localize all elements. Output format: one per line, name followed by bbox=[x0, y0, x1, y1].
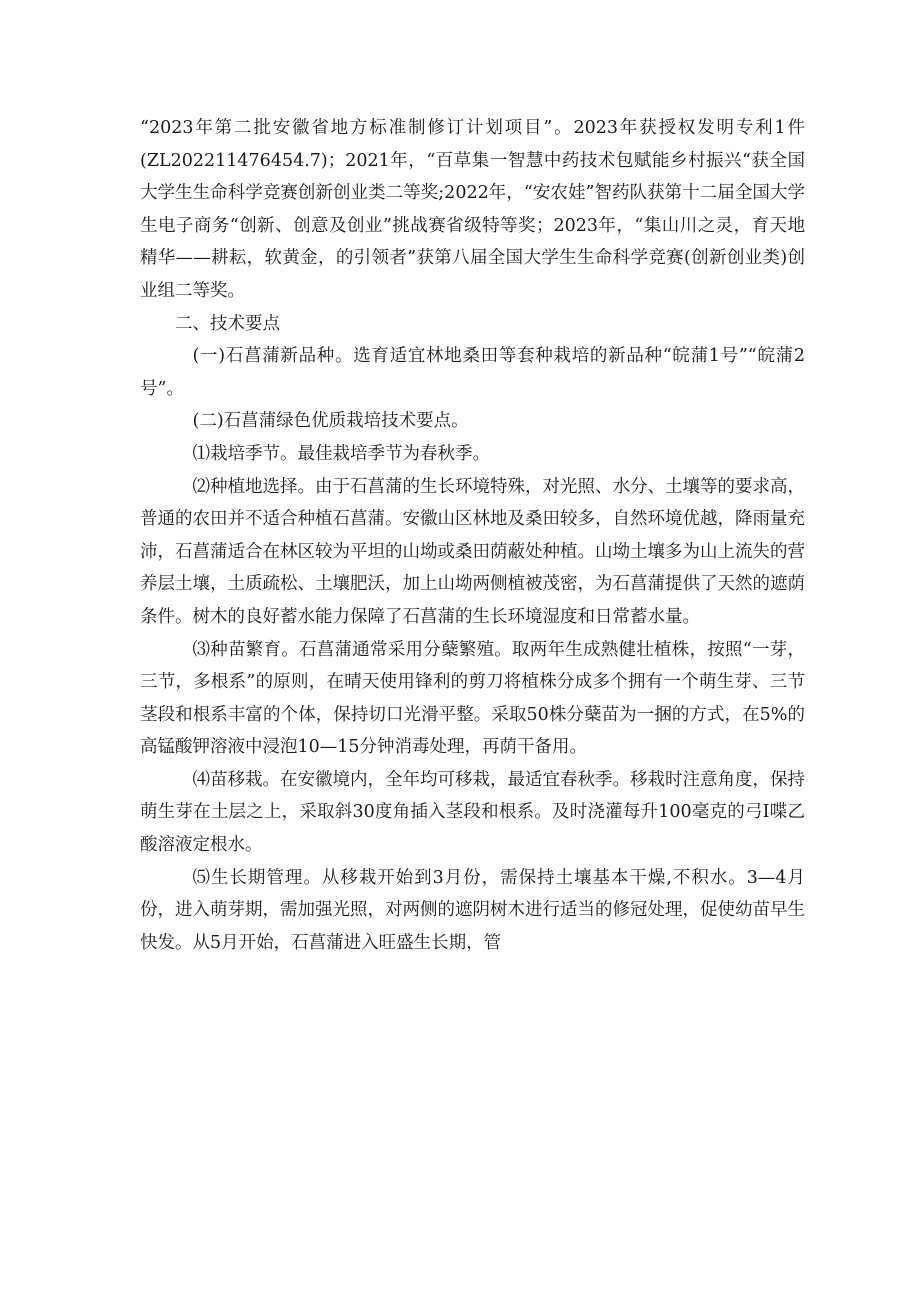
document-body bbox=[140, 112, 805, 959]
item-transplanting: ⑷苗移栽。在安徽境内，全年均可移栽，最适宜春秋季。移栽时注意角度，保持萌生芽在土层之上，采取斜30度角插入茎段和根系。及时浇灌每升100毫克的弓Ⅰ喋乙酸溶液定根水。 bbox=[140, 769, 805, 856]
item-growth-management: ⑸生长期管理。从移栽开始到3月份，需保持土壤基本干燥,不积水。3—4月份，进入萌芽期，需加强光照，对两侧的遮阴树木进行适当的修冠处理，促使幼苗早生快发。从5月开始，石菖蒲进入旺盛生长期，管 bbox=[140, 867, 805, 953]
subsection-new-variety: (一)石菖蒲新品种。选育适宜林地桑田等套种栽培的新品种“皖蒲1号”“皖蒲2号”。 bbox=[140, 346, 805, 399]
item-seedling-propagation: ⑶种苗繁育。石菖蒲通常采用分蘖繁殖。取两年生成熟健壮植株，按照“一芽，三节，多根系”的原则，在晴天使用锋利的剪刀将植株分成多个拥有一个萌生芽、三节茎段和根系丰富的个体，保持切口光滑平整。采取50株分蘖苗为一捆的方式，在5%的高锰酸钾溶液中浸泡10—15分钟消毒处理，再荫干备用。 bbox=[140, 639, 805, 758]
intro-paragraph: “2023年第二批安徽省地方标准制修订计划项目”。2023年获授权发明专利1件(ZL202211476454.7)；2021年，“百草集一智慧中药技术包赋能乡村振兴“获全国大学生生命科学竞赛创新创业类二等奖;2022年，“安农娃”智药队获第十二届全国大学生电子商务“创新、创意及创业”挑战赛省级特等奖；2023年，“集山川之灵，育天地精华——耕耘，软黄金，的引领者”获第八届全国大学生生命科学竞赛(创新创业类)创业组二等奖。 bbox=[140, 118, 805, 301]
section-heading-technical-points: 二、技术要点 bbox=[175, 313, 280, 334]
subsection-cultivation-points: (二)石菖蒲绿色优质栽培技术要点。 bbox=[192, 411, 469, 432]
item-site-selection: ⑵种植地选择。由于石菖蒲的生长环境特殊，对光照、水分、土壤等的要求高，普通的农田并不适合种植石菖蒲。安徽山区林地及桑田较多，自然环境优越，降雨量充沛，石菖蒲适合在林区较为平坦的山坳或桑田荫蔽处种植。山坳土壤多为山上流失的营养层土壤，土质疏松、土壤肥沃，加上山坳两侧植被茂密，为石菖蒲提供了天然的遮荫条件。树木的良好蓄水能力保障了石菖蒲的生长环境湿度和日常蓄水量。 bbox=[140, 476, 805, 627]
item-cultivation-season: ⑴栽培季节。最佳栽培季节为春秋季。 bbox=[192, 443, 490, 464]
